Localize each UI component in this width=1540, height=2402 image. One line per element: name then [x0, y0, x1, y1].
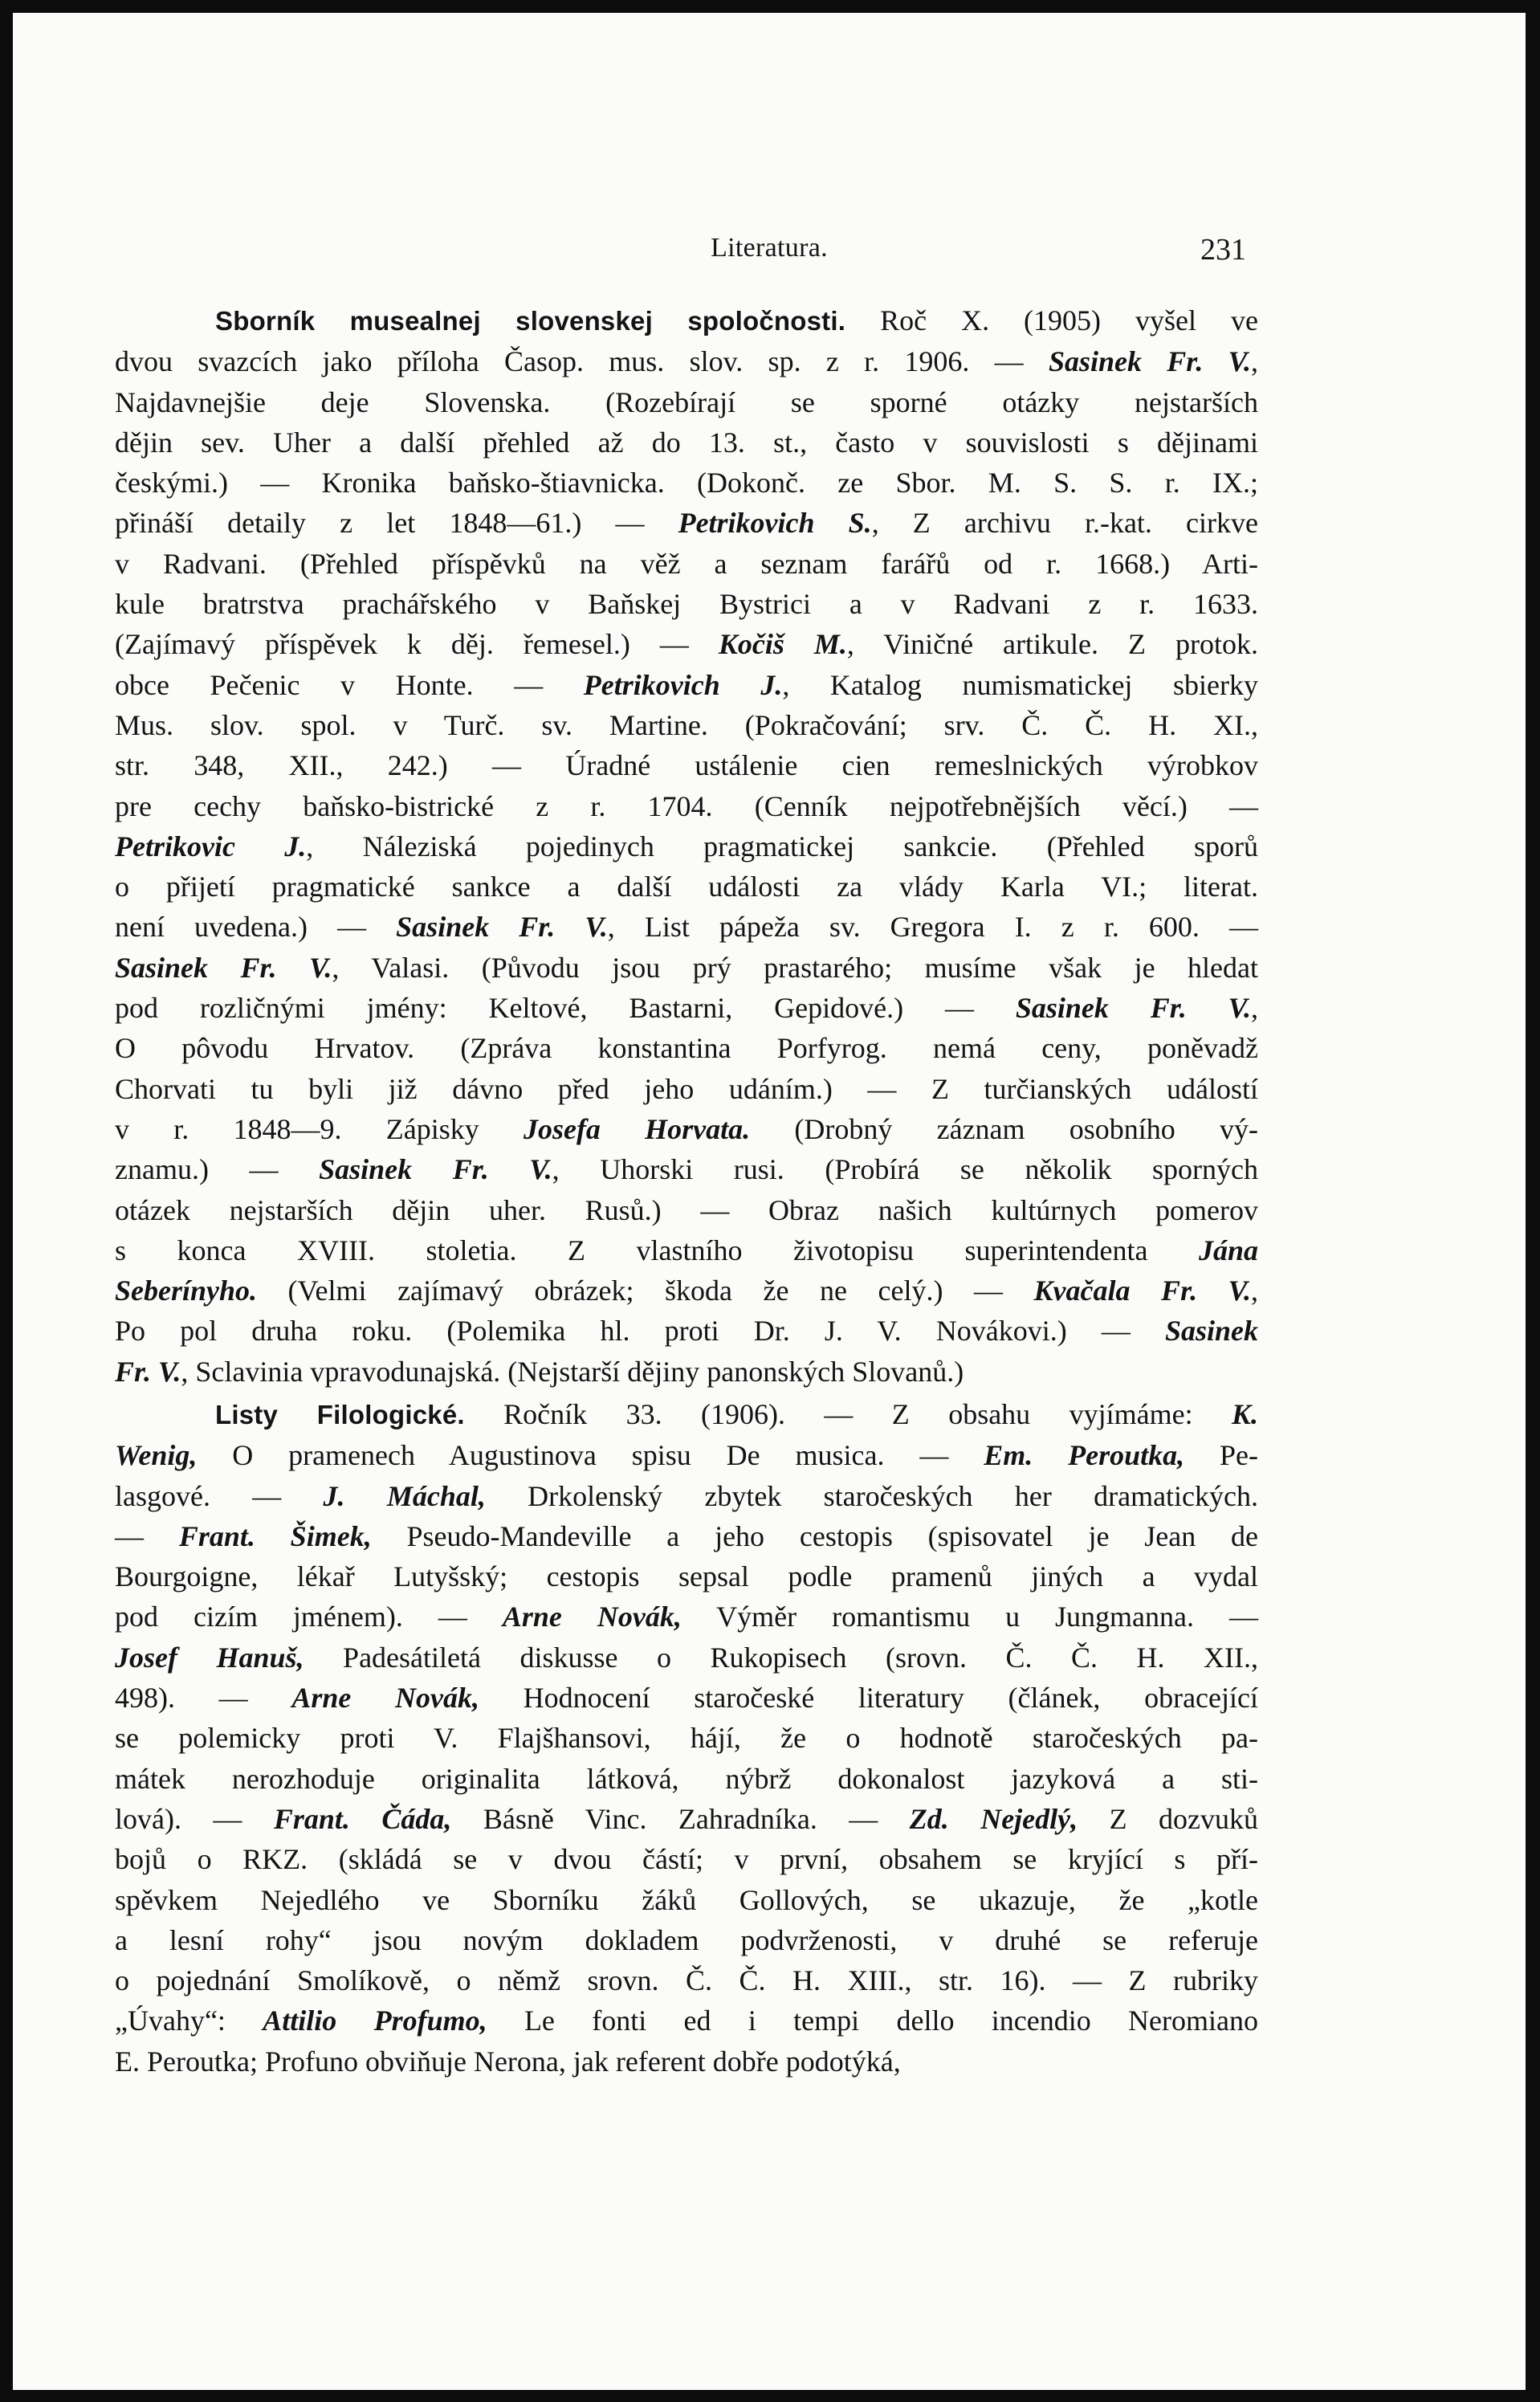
- text-run: Z dozvuků: [1078, 1802, 1259, 1835]
- text-run: pod cizím jménem). —: [115, 1601, 503, 1633]
- text-run: (Velmi zajímavý obrázek; škoda že ne celý.) —: [257, 1274, 1034, 1307]
- text-run: Po pol druha roku. (Polemika hl. proti Dr. J. V. Novákovi.) —: [115, 1315, 1165, 1348]
- text-line: [115, 1960, 1258, 2000]
- text-run: dějin sev. Uher a další přehled až do 13. st., často v souvislosti s dějinami: [115, 426, 1258, 459]
- text-line: [115, 624, 1258, 664]
- text-run: spěvkem Nejedlého ve Sborníku žáků Gollových, se ukazuje, že „kotle: [115, 1883, 1258, 1916]
- text-line: [115, 1394, 1258, 1435]
- journal-title: Listy Filologické.: [215, 1400, 465, 1429]
- text-line: [115, 867, 1258, 907]
- text-line: [115, 1190, 1258, 1230]
- text-line: [115, 382, 1258, 422]
- text-run: bojů o RKZ. (skládá se v dvou částí; v první, obsahem se kryjící s pří-: [115, 1843, 1258, 1876]
- text-run: Bourgoigne, lékař Lutyšský; cestopis sepsal podle pramenů jiných a vydal: [115, 1560, 1258, 1593]
- text-run: kule bratrstva prachářského v Baňskej Bystrici a v Radvani z r. 1633.: [115, 588, 1258, 621]
- text-run: ,: [1250, 345, 1258, 378]
- text-line: [115, 1069, 1258, 1109]
- text-run: znamu.) —: [115, 1153, 320, 1186]
- text-line: [115, 1678, 1258, 1718]
- text-run: s konca XVIII. stoletia. Z vlastního životopisu superintendenta: [115, 1234, 1199, 1266]
- text-run: a lesní rohy“ jsou novým dokladem podvrženosti, v druhé se referuje: [115, 1923, 1258, 1956]
- text-run: Hodnocení staročeské literatury (článek, obracející: [479, 1682, 1258, 1715]
- author-name: Sasinek Fr. V.: [319, 1153, 552, 1186]
- text-line: [115, 826, 1258, 867]
- text-run: (Zajímavý příspěvek k děj. řemesel.) —: [115, 628, 719, 661]
- text-line: [115, 786, 1258, 826]
- text-line: [115, 1516, 1258, 1556]
- text-run: obce Pečenic v Honte. —: [115, 668, 584, 701]
- text-run: , Viničné artikule. Z protok.: [846, 628, 1259, 661]
- text-run: lová). —: [115, 1802, 274, 1835]
- author-name: Frant. Šimek,: [178, 1519, 372, 1552]
- running-title: Literatura.: [711, 233, 828, 263]
- text-run: ,: [1251, 1274, 1258, 1307]
- text-run: O pôvodu Hrvatov. (Zpráva konstantina Porfyrog. nemá ceny, poněvadž: [115, 1032, 1258, 1065]
- author-name: Petrikovic J.: [115, 830, 307, 863]
- text-line: [115, 463, 1258, 503]
- text-line: [115, 584, 1258, 624]
- journal-title: Sborník musealnej slovenskej spoločnosti.: [215, 306, 846, 336]
- author-name: Jána: [1198, 1234, 1258, 1266]
- text-line: [115, 1597, 1258, 1637]
- author-name: Petrikovich J.: [583, 668, 783, 701]
- text-line: [115, 948, 1258, 988]
- text-line: [115, 544, 1258, 584]
- author-name: Josef Hanuš,: [115, 1641, 304, 1674]
- text-line: [115, 1920, 1258, 1960]
- text-run: E. Peroutka; Profuno obviňuje Nerona, jak referent dobře podotýká,: [115, 2045, 901, 2078]
- text-line: [115, 1476, 1258, 1516]
- text-line: [115, 2000, 1258, 2041]
- text-run: Výměr romantismu u Jungmanna. —: [681, 1601, 1258, 1633]
- text-run: , Z archivu r.-kat. cirkve: [871, 507, 1258, 540]
- text-line: [115, 1880, 1258, 1920]
- author-name: Em. Peroutka,: [984, 1439, 1185, 1472]
- text-run: pre cechy baňsko-bistrické z r. 1704. (Cenník nejpotřebnějších věcí.) —: [115, 789, 1258, 822]
- text-run: v Radvani. (Přehled příspěvků na věž a seznam farářů od r. 1668.) Arti-: [115, 547, 1258, 580]
- author-name: Arne Novák,: [502, 1601, 682, 1633]
- text-line: [115, 1352, 1258, 1392]
- text-run: přináší detaily z let 1848—61.) —: [115, 507, 678, 540]
- text-run: v r. 1848—9. Zápisky: [115, 1112, 524, 1145]
- text-line: [115, 745, 1258, 785]
- text-line: [115, 503, 1258, 543]
- text-run: O pramenech Augustinova spisu De musica. —: [197, 1439, 984, 1472]
- text-run: Drkolenský zbytek staročeských her dramatických.: [485, 1479, 1259, 1512]
- text-run: mátek nerozhoduje originalita látková, nýbrž dokonalost jazyková a sti-: [115, 1762, 1258, 1795]
- text-run: , Katalog numismatickej sbierky: [782, 668, 1258, 701]
- text-run: , Valasi. (Původu jsou prý prastarého; musíme však je hledat: [332, 951, 1258, 984]
- text-run: českými.) — Kronika baňsko-štiavnicka. (Dokonč. ze Sbor. M. S. S. r. IX.;: [115, 467, 1258, 500]
- author-name: Petrikovich S.: [678, 507, 872, 540]
- text-line: [115, 2041, 1258, 2082]
- text-line: [115, 1435, 1258, 1475]
- author-name: Seberínyho.: [115, 1274, 258, 1307]
- text-run: , List pápeža sv. Gregora I. z r. 600. —: [607, 911, 1258, 944]
- author-name: Sasinek Fr. V.: [396, 911, 608, 944]
- author-name: Arne Novák,: [291, 1682, 479, 1715]
- text-run: ,: [1251, 992, 1258, 1025]
- text-run: Le fonti ed i tempi dello incendio Neromiano: [487, 2004, 1258, 2037]
- text-line: [115, 1718, 1258, 1758]
- text-run: Pseudo-Mandeville a jeho cestopis (spisovatel je Jean de: [371, 1519, 1259, 1552]
- text-run: dvou svazcích jako příloha Časop. mus. slov. sp. z r. 1906. —: [115, 345, 1049, 378]
- text-run: Pe-: [1184, 1439, 1259, 1472]
- text-line: [115, 988, 1258, 1028]
- author-name: Kočiš M.: [718, 628, 847, 661]
- text-run: Chorvati tu byli již dávno před jeho udáním.) — Z turčianských událostí: [115, 1072, 1258, 1105]
- text-line: [115, 665, 1258, 705]
- text-line: [115, 1311, 1258, 1351]
- text-line: [115, 1556, 1258, 1597]
- text-line: [115, 1270, 1258, 1311]
- entry-listy-filologicke: [115, 1394, 1258, 2082]
- author-name: Sasinek: [1164, 1315, 1258, 1348]
- author-name: K.: [1231, 1398, 1258, 1430]
- author-name: Frant. Čáda,: [273, 1802, 452, 1835]
- author-name: Sasinek Fr. V.: [1015, 992, 1251, 1025]
- author-name: Wenig,: [115, 1439, 198, 1472]
- text-run: —: [115, 1519, 179, 1552]
- text-run: o pojednání Smolíkově, o němž srovn. Č. Č. H. XIII., str. 16). — Z rubriky: [115, 1964, 1258, 1997]
- text-run: Najdavnejšie deje Slovenska. (Rozebírají se sporné otázky nejstarších: [115, 385, 1258, 418]
- text-run: 498). —: [115, 1682, 292, 1715]
- text-run: , Náleziská pojedinych pragmatickej sankcie. (Přehled sporů: [306, 830, 1258, 863]
- text-run: lasgové. —: [115, 1479, 324, 1512]
- author-name: Sasinek Fr. V.: [115, 951, 332, 984]
- author-name: J. Máchal,: [323, 1479, 486, 1512]
- page-number: 231: [1200, 233, 1246, 267]
- text-line: [115, 1637, 1258, 1678]
- text-line: [115, 1109, 1258, 1149]
- text-run: Roč X. (1905) vyšel ve: [845, 304, 1259, 336]
- author-name: Josefa Horvata.: [523, 1112, 751, 1145]
- running-head: [13, 228, 1526, 268]
- text-run: Básně Vinc. Zahradníka. —: [451, 1802, 910, 1835]
- text-run: o přijetí pragmatické sankce a další události za vlády Karla VI.; literat.: [115, 871, 1258, 903]
- text-run: otázek nejstarších dějin uher. Rusů.) — Obraz našich kultúrnych pomerov: [115, 1193, 1258, 1226]
- entry-sbornik: [115, 300, 1258, 1392]
- text-run: není uvedena.) —: [115, 911, 397, 944]
- text-line: [115, 1839, 1258, 1879]
- author-name: Sasinek Fr. V.: [1048, 345, 1251, 378]
- document-page: [13, 13, 1526, 2390]
- text-line: [115, 300, 1258, 341]
- text-run: Padesátiletá diskusse o Rukopisech (srovn. Č. Č. H. XII.,: [304, 1641, 1259, 1674]
- text-run: str. 348, XII., 242.) — Úradné ustálenie cien remeslnických výrobkov: [115, 749, 1258, 782]
- text-run: , Uhorski rusi. (Probírá se několik sporných: [552, 1153, 1258, 1186]
- author-name: Zd. Nejedlý,: [909, 1802, 1078, 1835]
- author-name: Fr. V.: [115, 1355, 181, 1388]
- text-run: Mus. slov. spol. v Turč. sv. Martine. (Pokračování; srv. Č. Č. H. XI.,: [115, 708, 1258, 741]
- text-line: [115, 1799, 1258, 1839]
- text-line: [115, 422, 1258, 463]
- text-run: se polemicky proti V. Flajšhansovi, hájí, že o hodnotě staročeských pa-: [115, 1722, 1258, 1755]
- text-line: [115, 1759, 1258, 1799]
- text-line: [115, 341, 1258, 381]
- text-line: [115, 1028, 1258, 1068]
- author-name: Kvačala Fr. V.: [1033, 1274, 1251, 1307]
- text-line: [115, 907, 1258, 947]
- text-run: , Sclavinia vpravodunajská. (Nejstarší dějiny panonských Slovanů.): [181, 1355, 964, 1388]
- text-run: Ročník 33. (1906). — Z obsahu vyjímáme:: [464, 1398, 1232, 1430]
- text-line: [115, 1230, 1258, 1270]
- text-run: pod rozličnými jmény: Keltové, Bastarni, Gepidové.) —: [115, 992, 1016, 1025]
- text-line: [115, 705, 1258, 745]
- text-line: [115, 1149, 1258, 1189]
- text-run: „Úvahy“:: [115, 2004, 263, 2037]
- text-run: (Drobný záznam osobního vý-: [750, 1112, 1259, 1145]
- author-name: Attilio Profumo,: [263, 2004, 487, 2037]
